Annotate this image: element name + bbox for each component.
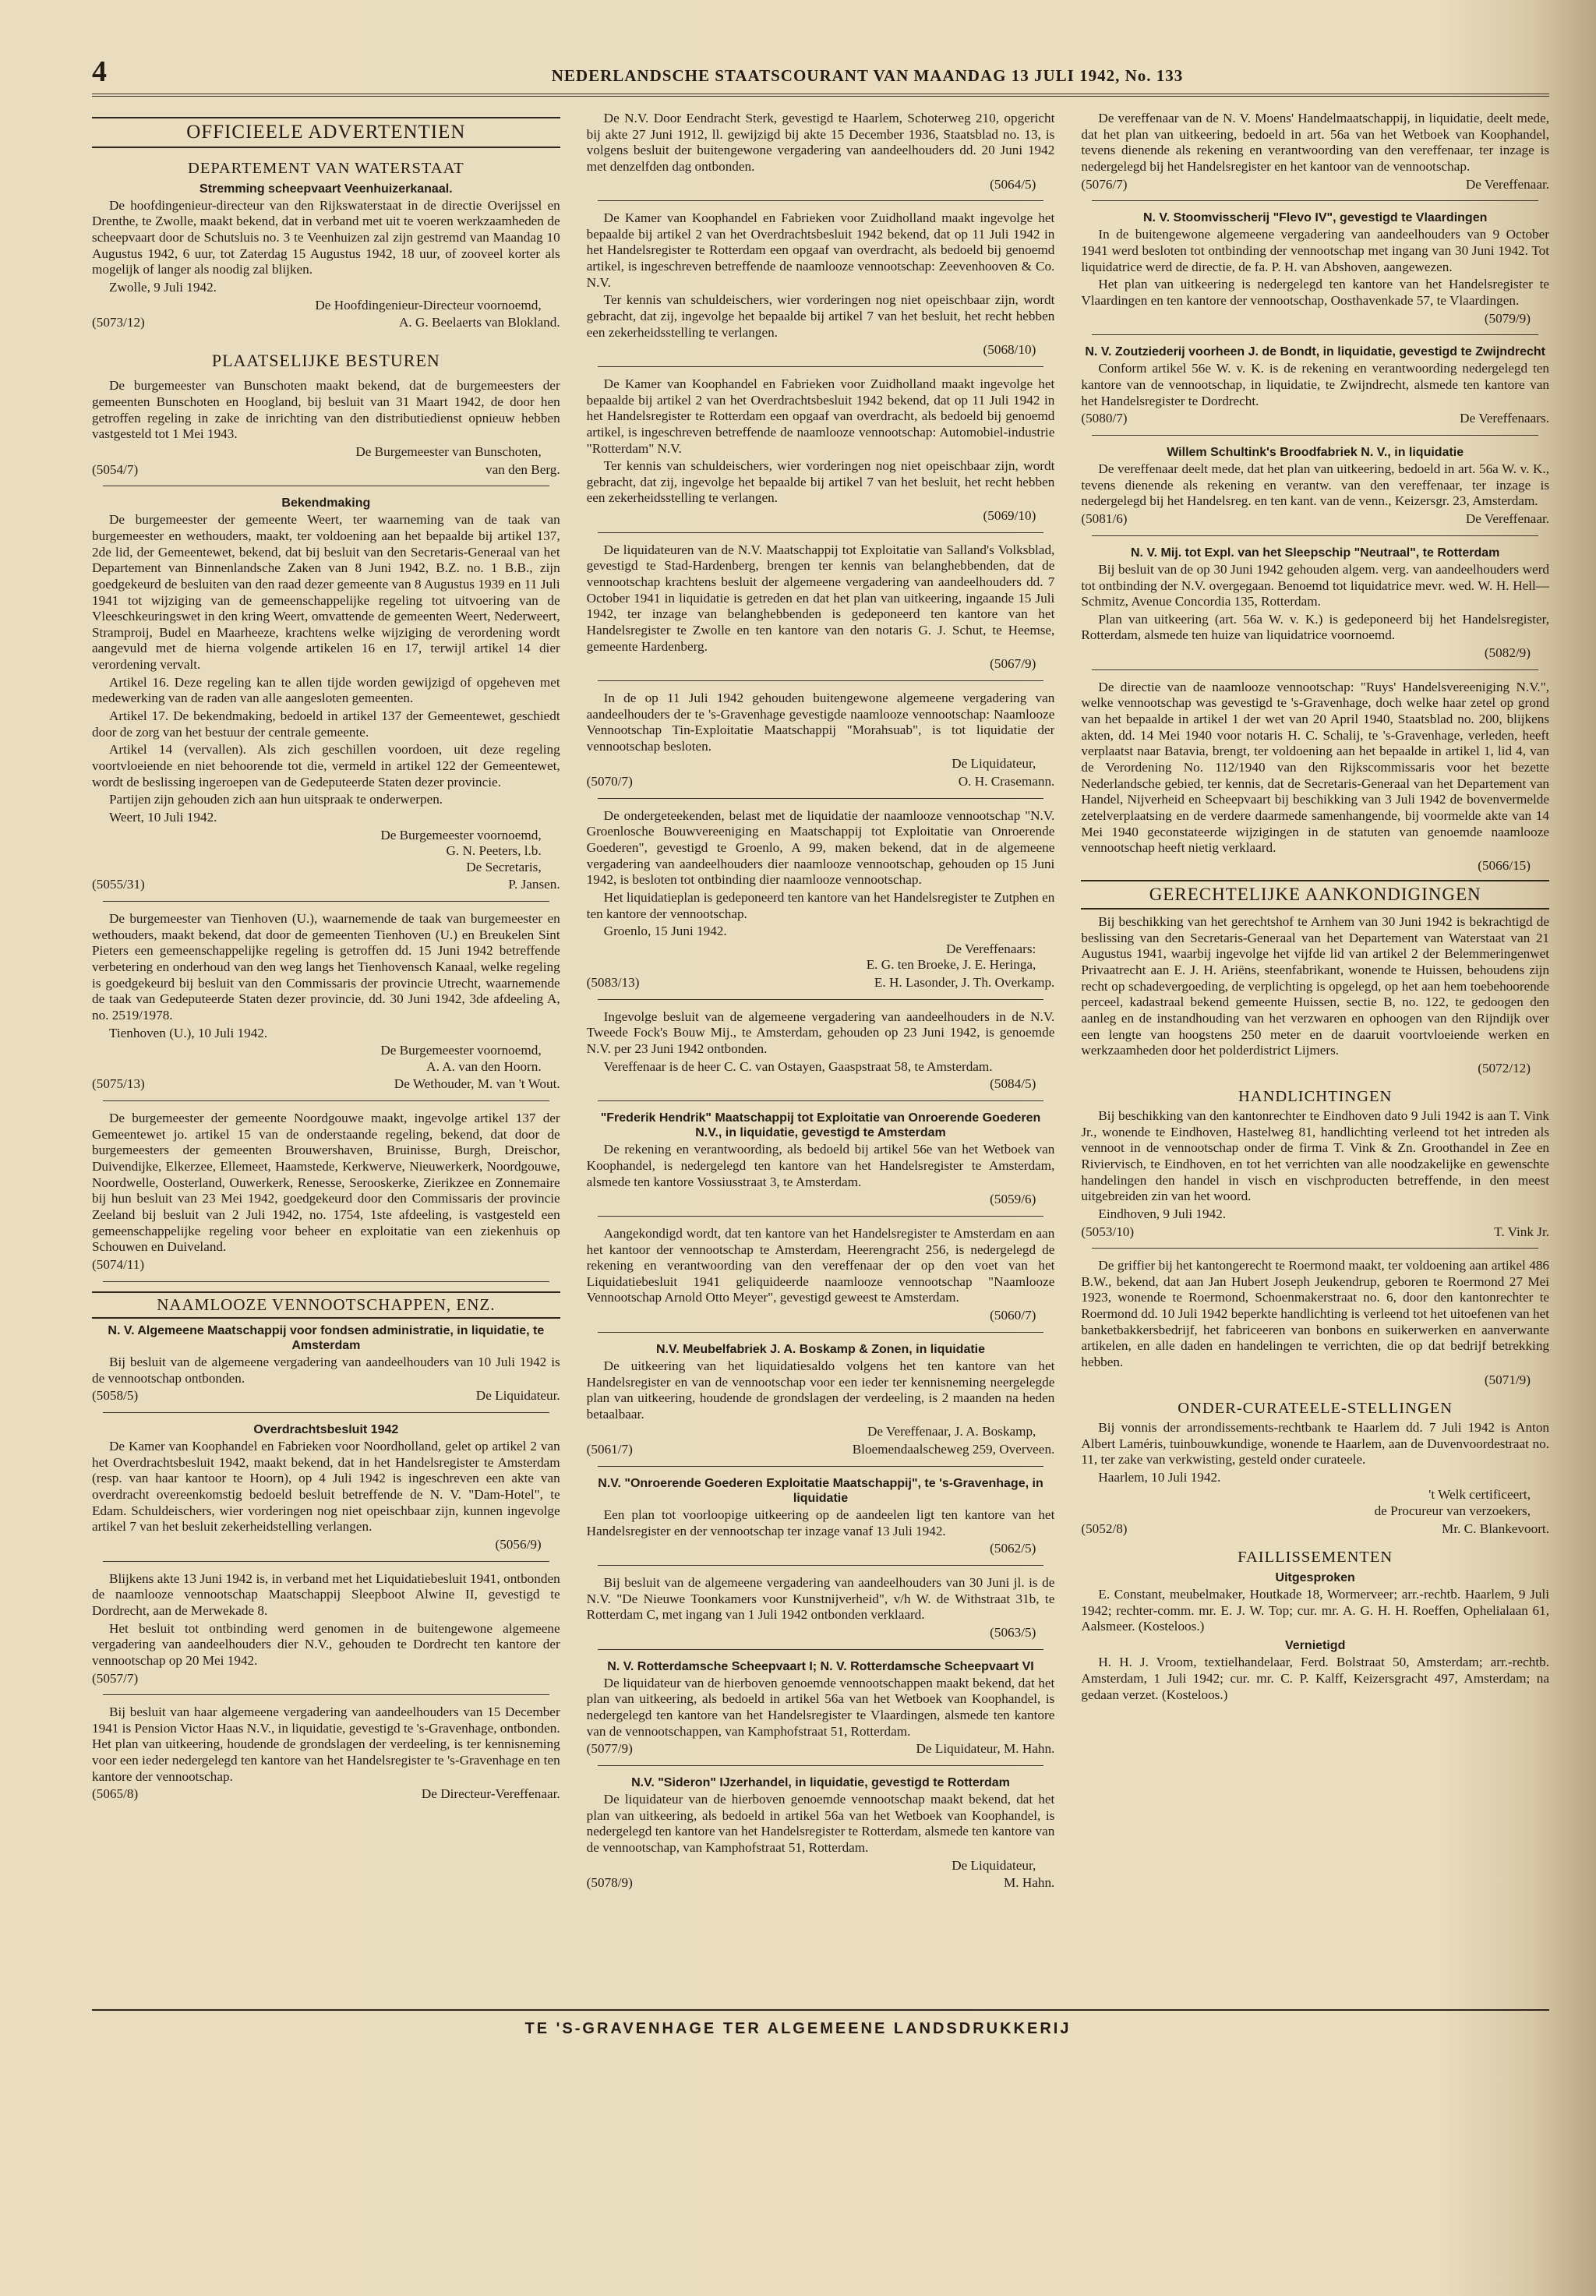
notice-body: De hoofdingenieur-directeur van den Rijkswaterstaat in de directie Overijssel en Drenthe, te Zwolle, maakt bekend, dat in verband met uit te voeren werkzaamheden de scheepvaart door de Schutsluis no. 3 te Veenhuizen zal zijn gestremd van Maandag 10 Augustus 1942, 6 uur, tot Zaterdag 15 Augustus 1942, 18 uur, of zooveel korter als mogelijk of langer als noodig zal blijken. — [92, 197, 560, 277]
notice-ref-row — [92, 462, 560, 479]
notice-ref: (5052/8) — [1081, 1521, 1128, 1536]
notice-body: H. H. J. Vroom, textielhandelaar, Ferd. Bolstraat 50, Amsterdam; arr.-rechtb. Amsterdam, 1 Juli 1942; cur. mr. C. P. Kalff, Keizersgracht 497, Amsterdam; na gedaan verzet. (Kosteloos.) — [1081, 1655, 1550, 1702]
notice-body: Vereffenaar is de heer C. C. van Ostayen, Gaaspstraat 58, te Amsterdam. — [603, 1058, 993, 1074]
divider — [598, 680, 1044, 681]
notice-body: Blijkens akte 13 Juni 1942 is, in verband met het Liquidatiebesluit 1941, ontbonden de naamlooze vennootschap Maatschappij Sleepboot Alwine II, gevestigd te Dordrecht, aan de Merwekade 8. — [92, 1570, 560, 1618]
notice-signature: De Vereffenaar. — [1465, 511, 1550, 527]
section-title-officieele: OFFICIEELE ADVERTENTIEN — [92, 117, 560, 148]
divider — [1092, 669, 1538, 670]
notice-ref: (5075/13) — [92, 1076, 145, 1092]
notice-subtitle: N. V. Algemeene Maatschappij voor fondsen administratie, in liquidatie, te Amsterdam — [108, 1323, 545, 1352]
notice-ref: (5068/10) — [983, 342, 1036, 358]
notice-body: Bij vonnis der arrondissements-rechtbank te Haarlem dd. 7 Juli 1942 is Anton Albert Laméris, tuinbouwkundige, wonende te Haarlem, aan de Duvenvoordestraat no. 11, ter zake van verkwisting, gesteld onder curateele. — [1081, 1419, 1550, 1468]
notice-body: Aangekondigd wordt, dat ten kantore van het Handelsregister te Amsterdam en aan het kantoor der vennootschap te Amsterdam, Heerengracht 256, is nedergelegd de rekening en verantwoording van den vereffenaar der op den voet van het Liquidatiebesluit 1941 geliquideerde naamlooze vennootschap "Naamlooze Vennootschap Arnold Otto Meyer", gevestigd geweest te Amsterdam. — [586, 1225, 1055, 1305]
notice-subtitle: "Frederik Hendrik" Maatschappij tot Exploitatie van Onroerende Goederen N.V., in liquidatie, gevestigd te Amsterdam — [600, 1111, 1041, 1140]
divider — [1092, 334, 1538, 335]
notice-ref-row — [587, 1875, 1055, 1892]
notice-ref-row — [92, 1388, 560, 1404]
notice-ref-row — [1081, 511, 1549, 528]
notice-ref: (5066/15) — [1478, 857, 1531, 873]
notice-ref: (5084/5) — [990, 1076, 1036, 1092]
section-title-handlichtingen: HANDLICHTINGEN — [1238, 1088, 1393, 1106]
notice-ref: (5057/7) — [92, 1670, 139, 1686]
notice-body: Het plan van uitkeering is nedergelegd ten kantore van het Handelsregister te Vlaardingen en ten kantore der vennootschap, Oosthavenkade 57, te Vlaardingen. — [1081, 277, 1550, 308]
notice-ref: (5062/5) — [990, 1541, 1036, 1556]
divider — [103, 1281, 549, 1282]
notice-ref: (5076/7) — [1081, 176, 1128, 192]
notice-ref-row — [587, 1442, 1055, 1458]
notice-body: Conform artikel 56e W. v. K. is de rekening en verantwoording nedergelegd ten kantore van de vennootschap, in liquidatie, te Zwijndrecht, alsmede ten kantore van het Handelsregister te Dordrecht. — [1081, 361, 1550, 408]
notice-body: De N.V. Door Eendracht Sterk, gevestigd te Haarlem, Schoterweg 210, opgericht bij akte 27 Juni 1912, ll. gewijzigd bij akte 15 December 1936, Staatsblad no. 13, is volgens besluit der buitengewone vergadering van aandeelhouders dd. 20 Juni 1942 met denzelfden dag ontbonden. — [586, 111, 1055, 174]
notice-subtitle: N.V. "Onroerende Goederen Exploitatie Maatschappij", te 's-Gravenhage, in liquidatie — [598, 1476, 1043, 1505]
notice-body: De liquidateur van de hierboven genoemde vennootschap maakt bekend, dat het plan van uitkeering, als bedoeld in artikel 56a van het Wetboek van Koophandel, is nedergelegd ten kantore van het Handelsregister te Rotterdam, alsmede ten kantore van de vennootschap, van Kamphofstraat 51, Rotterdam. — [586, 1792, 1055, 1856]
notice-signature: De Liquidateur, M. Hahn. — [916, 1741, 1055, 1757]
printer-imprint: TE 'S-GRAVENHAGE TER ALGEMEENE LANDSDRUKKERIJ — [524, 2020, 1072, 2037]
notice-body: Artikel 17. De bekendmaking, bedoeld in artikel 137 der Gemeentewet, geschiedt door de zorg van het bestuur der centrale gemeente. — [92, 708, 560, 740]
column-2 — [587, 111, 1055, 2067]
notice-signature: De Directeur-Vereffenaar. — [421, 1786, 560, 1802]
notice-body: De liquidateuren van de N.V. Maatschappij tot Exploitatie van Salland's Volksblad, gevestigd te Stad-Hardenberg, brengen ter kennis van belanghebbenden, dat de vennootschap krachtens besluit der algemeene vergadering van aandeelhouders dd. 7 October 1941 in liquidatie is getreden en dat het plan van uitkeering, ingaande 15 Juli 1942, ter inzage van belanghebbenden is gedeponeerd ten kantore van het Handelsregister te Zwolle en ten kantore van den notaris G. J. Schut, te Heemse, gemeente Hardenberg. — [586, 542, 1055, 654]
divider — [1092, 1248, 1538, 1249]
divider — [598, 1332, 1044, 1333]
notice-body: Ingevolge besluit van de algemeene vergadering van aandeelhouders in de N.V. Tweede Fock's Bouw Mij., te Amsterdam, gehouden op 23 Juni 1942, is genoemde N.V. per 23 Juni 1942 ontbonden. — [586, 1008, 1055, 1057]
notice-body: Bij beschikking van het gerechtshof te Arnhem van 30 Juni 1942 is bekrachtigd de beslissing van den Secretaris-Generaal van het Departement van Waterstaat van 21 Augustus 1941, waarbij ingevolge het vijfde lid van artikel 2 der Belemmeringenwet Privaatrecht aan E. J. H. Ariëns, steenfabrikant, wonende te Huissen, behoudens zijn recht op schadevergoeding, de verplichting is opgelegd, op het aan hem toebehoorende perceel, kadastraal bekend gemeente Huissen, sectie B, no. 122, te gedoogen den aanleg en de instandhouding van het verzwaren en ophoogen van den Rijndijk over een lengte van hoogstens 250 meter en de daaruit voortvloeiende werken en werkzaamheden door het polderdistrict Lijmers. — [1081, 914, 1550, 1058]
divider — [1092, 435, 1538, 436]
notice-signature: De Vereffenaars. — [1460, 411, 1550, 426]
notice-ref: (5061/7) — [586, 1442, 633, 1457]
notice-ref: (5055/31) — [92, 877, 145, 892]
notice-ref-row — [1081, 177, 1549, 193]
notice-ref: (5067/9) — [990, 656, 1036, 672]
notice-signature: 't Welk certificeert, — [1428, 1487, 1531, 1503]
notice-ref: (5064/5) — [990, 176, 1036, 192]
notice-subtitle: Uitgesproken — [1275, 1570, 1355, 1584]
notice-body: De liquidateur van de hierboven genoemde vennootschappen maakt bekend, dat het plan van uitkeering, als bedoeld in artikel 56a van het Wetboek van Koophandel, is nedergelegd ten kantore van het Handelsregister te Vlaardingen, alsmede ten kantore van de vennootschappen, van Kamphofstraat 51, Rotterdam. — [586, 1675, 1055, 1739]
divider — [598, 798, 1044, 799]
column-1 — [92, 111, 560, 2067]
divider — [1092, 200, 1538, 201]
notice-ref-row — [587, 975, 1055, 991]
notice-signature: De Vereffenaars: — [946, 941, 1036, 956]
notice-signature: De Hoofdingenieur-Directeur voornoemd, — [315, 297, 542, 313]
masthead: NEDERLANDSCHE STAATSCOURANT VAN MAANDAG 13 JULI 1942, No. 133 — [551, 66, 1184, 85]
notice-body: Artikel 14 (vervallen). Als zich geschillen voordoen, uit deze regeling voortvloeiende en niet behoorende tot die, vermeld in artikel 122 der Gemeentewet, wordt de beslissing ingeroepen van de Gedeputeerde Staten dezer provincie. — [92, 742, 560, 789]
notice-signature: De Burgemeester van Bunschoten, — [355, 443, 542, 459]
notice-place-date: Tienhoven (U.), 10 Juli 1942. — [109, 1025, 268, 1040]
notice-subtitle: N. V. Zoutziederij voorheen J. de Bondt, in liquidatie, gevestigd te Zwijndrecht — [1085, 345, 1545, 359]
notice-signature: A. A. van den Hoorn. — [426, 1058, 542, 1074]
notice-ref: (5080/7) — [1081, 411, 1128, 426]
divider — [598, 1466, 1044, 1467]
notice-body: E. Constant, meubelmaker, Houtkade 18, Wormerveer; arr.-rechtb. Haarlem, 9 Juli 1942; rechter-comm. mr. E. J. W. Top; cur. mr. A. G. H. H. Roeffen, Ophelialaan 61, Aalsmeer. (Kosteloos.) — [1081, 1587, 1550, 1634]
notice-body: De burgemeester der gemeente Weert, ter waarneming van de taak van burgemeester en wethouders, maakt, ter voldoening aan het bepaalde bij artikel 137, 2de lid, der Gemeentewet, bekend, dat bij besluit van den Secretaris-Generaal van het Departement van Binnenlandsche Zaken van 8 Juni 1942, B.Z. no. 1 B.B., zijn goedgekeurd de besluiten van den raad dezer gemeente van 8 Augustus 1939 en 11 Juli 1941 tot wijziging van de gemeenschappelijke regeling tot uitvoering van de Vleeschkeuringswet in den kring Weert, omvattende de gemeenten Weert, Nederweert, Stramproij, Budel en Maarheeze, krachtens welke wijziging de verordening wordt aangevuld met de hierna volgende artikelen 16 en 17, terwijl artikel 14 dier verordening vervalt. — [92, 512, 560, 673]
notice-ref: (5059/6) — [990, 1192, 1036, 1207]
notice-subtitle: Vernietigd — [1285, 1639, 1346, 1653]
notice-body: Bij besluit van de algemeene vergadering van aandeelhouders van 10 Juli 1942 is de vennootschap ontbonden. — [92, 1355, 560, 1386]
notice-signature: T. Vink Jr. — [1494, 1224, 1550, 1239]
divider — [598, 1565, 1044, 1566]
notice-signature: P. Jansen. — [508, 877, 560, 892]
notice-signature: G. N. Peeters, l.b. — [446, 843, 542, 859]
divider — [103, 901, 549, 902]
notice-signature: Mr. C. Blankevoort. — [1442, 1521, 1550, 1536]
notice-subtitle: Willem Schultink's Broodfabriek N. V., in liquidatie — [1167, 445, 1464, 459]
notice-body: De burgemeester van Tienhoven (U.), waarnemende de taak van burgemeester en wethouders, maakt bekend, dat door de gemeenten Tienhoven (U.) en Breukelen Sint Pieters een gemeenschappelijke regeling is getroffen dd. 15 Juni 1942 betreffende verbetering en onderhoud van den weg langs het Tienhovensch Kanaal, welke regeling is goedgekeurd bij besluit van den Commissaris der provincie Utrecht, waarnemende de taak van Gedeputeerde Staten dezer provincie, dd. 30 Juni 1942, 3de afdeeling A, no. 2519/1978. — [92, 911, 560, 1023]
notice-body: Bij besluit van haar algemeene vergadering van aandeelhouders van 15 December 1941 is Pension Victor Haas N.V., in liquidatie, gevestigd te 's-Gravenhage, ontbonden. Het plan van uitkeering, houdende de grondslagen der verdeeling, is ter kennisneming voor een ieder nedergelegd ten kantore van het Handelsregister te 's-Gravenhage en ten kantore der vennootschap. — [92, 1704, 560, 1784]
section-title-vennootschappen: NAAMLOOZE VENNOOTSCHAPPEN, ENZ. — [92, 1291, 560, 1319]
notice-signature: De Burgemeester voornoemd, — [380, 827, 542, 842]
notice-body: De ondergeteekenden, belast met de liquidatie der naamlooze vennootschap "N.V. Groenlosche Bouwvereeniging en Maatschappij tot Exploitatie van Onroerende Goederen", gevestigd te Groenlo, A 99, maken bekend, dat in de algemeene vergadering van aandeelhouders dier naamlooze vennootschap, gehouden op 15 Juni 1942, is besloten tot ontbinding dier naamlooze vennootschap. — [586, 807, 1055, 888]
notice-ref-row — [92, 1076, 560, 1093]
column-3 — [1081, 111, 1549, 2067]
notice-place-date: Weert, 10 Juli 1942. — [109, 809, 217, 825]
divider — [598, 1765, 1044, 1766]
notice-ref-row — [1081, 1224, 1549, 1241]
notice-ref-row — [587, 774, 1055, 790]
notice-ref-row — [92, 1786, 560, 1803]
notice-signature: De Wethouder, M. van 't Wout. — [394, 1076, 560, 1092]
notice-body: Ter kennis van schuldeischers, wier vorderingen nog niet opeischbaar zijn, wordt gebracht, dat zij, ingevolge het bepaalde bij artikel 7 van het besluit, het recht hebben een zekerheidsstelling te verlangen. — [586, 292, 1055, 340]
notice-ref: (5081/6) — [1081, 511, 1128, 527]
notice-ref: (5063/5) — [990, 1624, 1036, 1640]
notice-signature: De Secretaris, — [466, 859, 542, 874]
notice-ref: (5077/9) — [586, 1741, 633, 1757]
notice-body: De vereffenaar van de N. V. Moens' Handelmaatschappij, in liquidatie, deelt mede, dat het plan van uitkeering, bedoeld in art. 56a van het Wetboek van Koophandel, tevens dienende als rekening en verantwoording van den vereffenaar, ter inzage is nedergelegd bij het Handelsregister en het kantoor van de vennootschap. — [1081, 111, 1550, 174]
notice-signature: De Burgemeester voornoemd, — [380, 1043, 542, 1058]
section-title-waterstaat: DEPARTEMENT VAN WATERSTAAT — [188, 160, 464, 177]
notice-body: Bij besluit van de algemeene vergadering van aandeelhouders van 30 Juni jl. is de N.V. "De Nieuwe Toonkamers voor Kunstnijverheid", v/h W. de Withstraat 31b, te Rotterdam C, met ingang van 1 Juli 1942 ontbonden verklaard. — [586, 1575, 1055, 1623]
notice-body: De burgemeester van Bunschoten maakt bekend, dat de burgemeesters der gemeenten Bunschoten en Hoogland, bij besluit van 31 Maart 1942, de door hen getroffen regeling in zake de inrichting van den distributiedienst opnieuw hebben vastgesteld tot 1 Mei 1943. — [92, 378, 560, 442]
notice-signature: De Vereffenaar. — [1465, 176, 1550, 192]
notice-place-date: Eindhoven, 9 Juli 1942. — [1098, 1206, 1227, 1221]
notice-ref-row — [1081, 411, 1549, 427]
section-title-faillissementen: FAILLISSEMENTEN — [1238, 1549, 1393, 1567]
notice-signature: van den Berg. — [486, 461, 560, 477]
page-header — [92, 55, 1549, 97]
notice-ref: (5072/12) — [1478, 1060, 1531, 1076]
notice-body: De griffier bij het kantongerecht te Roermond maakt, ter voldoening aan artikel 486 B.W., bekend, dat aan Jan Hubert Joseph Jeukendrup, geboren te Roermond 27 Mei 1923, wonende te Roermond, Schoenmakerstraat no. 6, door den kantonrechter te Roermond dd. 10 Juli 1942 beperkte handlichting is verleend tot het uitoefenen van het banketbakkersbedrijf, het fabriceeren van bonbons en suikerwerken en aanverwante artikelen, en alle daden en handelingen te verrichten, die op dat bedrijf betrekking hebben. — [1081, 1258, 1550, 1370]
notice-ref-row — [587, 1741, 1055, 1757]
divider — [598, 1100, 1044, 1101]
notice-signature: De Liquidateur, — [952, 1857, 1036, 1873]
notice-ref-row — [92, 877, 560, 893]
divider — [598, 999, 1044, 1000]
notice-body: De Kamer van Koophandel en Fabrieken voor Zuidholland maakt ingevolge het bepaalde bij artikel 2 van het Overdrachtsbesluit 1942 bekend, dat op 11 Juli 1942 in het Handelsregister te Rotterdam een opgaaf van overdracht, als bedoeld bij genoemd artikel, is ingeschreven betreffende de naamlooze vennootschap: Zeevenhooven & Co. N.V. — [586, 210, 1055, 290]
notice-signature: De Liquidateur, — [952, 756, 1036, 772]
notice-ref: (5058/5) — [92, 1388, 139, 1404]
notice-subtitle: Stremming scheepvaart Veenhuizerkanaal. — [200, 182, 453, 196]
divider — [598, 200, 1044, 201]
notice-ref: (5060/7) — [990, 1308, 1036, 1323]
footer-divider — [92, 2009, 1549, 2011]
notice-body: Ter kennis van schuldeischers, wier vorderingen nog niet opeischbaar zijn, wordt gebracht, dat zij, ingevolge het bepaalde bij artikel 7 van het besluit, het recht hebben een zekerheidsstelling te verlangen. — [586, 458, 1055, 506]
notice-signature: O. H. Crasemann. — [958, 774, 1055, 789]
notice-ref: (5053/10) — [1081, 1224, 1135, 1239]
notice-subtitle: Bekendmaking — [281, 496, 371, 510]
notice-body: De uitkeering van het liquidatiesaldo volgens het ten kantore van het Handelsregister en van de vennootschap voor een ieder ter kennisneming neergelegde plan van uitkeering, houdende de grondslagen der verdeeling, is 2 maanden na heden betaalbaar. — [586, 1358, 1055, 1422]
notice-place-date: Groenlo, 15 Juni 1942. — [603, 924, 727, 939]
notice-subtitle: N.V. Meubelfabriek J. A. Boskamp & Zonen, in liquidatie — [656, 1342, 986, 1356]
notice-signature: De Liquidateur. — [475, 1388, 560, 1404]
notice-body: Bij besluit van de op 30 Juni 1942 gehouden algem. verg. van aandeelhouders werd tot ontbinding der N.V. overgegaan. Benoemd tot liquidatrice mevr. wed. W. H. Hell—Schmitz, Avenue Concordia 135, Rotterdam. — [1081, 561, 1550, 609]
divider — [103, 1694, 549, 1695]
notice-body: De Kamer van Koophandel en Fabrieken voor Zuidholland maakt ingevolge het bepaalde bij artikel 2 van het Overdrachtsbesluit 1942 bekend, dat op 11 Juli 1942 in het Handelsregister te Rotterdam een opgaaf van overdracht, als bedoeld bij genoemd artikel, is ingeschreven betreffende de naamlooze vennootschap: Automobiel-industrie "Rotterdam" N.V. — [586, 376, 1055, 456]
divider — [103, 1412, 549, 1413]
notice-signature: De Vereffenaar, J. A. Boskamp, — [867, 1424, 1036, 1439]
notice-body: De rekening en verantwoording, als bedoeld bij artikel 56e van het Wetboek van Koophandel, is nedergelegd ten kantore van het Handelsregister te Amsterdam, alsmede ten kantore Vossiusstraat 3, te Amsterdam. — [586, 1142, 1055, 1189]
notice-signature: de Procureur van verzoekers, — [1374, 1503, 1531, 1519]
notice-body: Artikel 16. Deze regeling kan te allen tijde worden gewijzigd of opgeheven met medewerking van de raden van alle aangesloten gemeenten. — [92, 674, 560, 706]
notice-ref: (5069/10) — [983, 508, 1036, 524]
notice-ref: (5073/12) — [92, 315, 145, 330]
notice-subtitle: N. V. Rotterdamsche Scheepvaart I; N. V. Rotterdamsche Scheepvaart VI — [607, 1659, 1034, 1673]
notice-place-date: Zwolle, 9 Juli 1942. — [109, 279, 217, 295]
divider — [103, 1561, 549, 1562]
notice-body: De burgemeester der gemeente Noordgouwe maakt, ingevolge artikel 137 der Gemeentewet jo. artikel 15 van de onderstaande regeling, bekend, dat door de burgemeesters der gemeenten Brouwershaven, Bruinisse, Burgh, Dreischor, Duivendijke, Elkerzee, Ellemeet, Haamstede, Kerkwerve, Nieuwerkerk, Noordgouwe, Noordwelle, Oosterland, Ouwerkerk, Renesse, Serooskerke, Zierikzee en Zonnemaire bij hun besluit van 23 Mei 1942, goedgekeurd door den Commissaris der provincie Zeeland bij besluit van 2 Juli 1942, no. 1754, 1ste afdeeling, is vastgesteld een gemeenschappelijke regeling voor beheer en exploitatie van een ziekenhuis op Schouwen en Duiveland. — [92, 1111, 560, 1255]
divider — [598, 1649, 1044, 1650]
section-title-curateele: ONDER-CURATEELE-STELLINGEN — [1178, 1400, 1453, 1418]
divider — [598, 532, 1044, 533]
divider — [598, 1216, 1044, 1217]
section-title-gerechtelijke: GERECHTELIJKE AANKONDIGINGEN — [1081, 880, 1549, 910]
notice-ref: (5082/9) — [1484, 645, 1531, 661]
notice-body: Bij beschikking van den kantonrechter te Eindhoven dato 9 Juli 1942 is aan T. Vink Jr., wonende te Eindhoven, Hastelweg 81, handlichting verleend tot het intreden als vennoot in de vennootschap onder de firma T. Vink & Zn. Groothandel in Zee en Riviervisch, te Eindhoven, en tot het verrichten van alle noodzakelijke en gewenschte handelingen den handel in visch en vischproducten betreffende, in den meest uitgebreiden zin van het woord. — [1081, 1108, 1550, 1204]
notice-ref: (5070/7) — [586, 774, 633, 789]
notice-body: Partijen zijn gehouden zich aan hun uitspraak te onderwerpen. — [109, 792, 443, 807]
notice-subtitle: N. V. Mij. tot Expl. van het Sleepschip "Neutraal", te Rotterdam — [1131, 546, 1500, 560]
notice-subtitle: N. V. Stoomvisscherij "Flevo IV", gevestigd te Vlaardingen — [1142, 211, 1488, 225]
notice-ref: (5065/8) — [92, 1786, 139, 1802]
notice-body: Het liquidatieplan is gedeponeerd ten kantore van het Handelsregister te Zutphen en ten kantore der vennootschap. — [586, 889, 1055, 921]
notice-ref: (5054/7) — [92, 461, 139, 477]
notice-body: Een plan tot voorloopige uitkeering op de aandeelen ligt ten kantore van het Handelsregister en der vennootschap ter inzage vanaf 13 Juli 1942. — [586, 1507, 1055, 1538]
divider — [1092, 535, 1538, 536]
notice-body: Plan van uitkeering (art. 56a W. v. K.) is gedeponeerd bij het Handelsregister, Rotterdam, alsmede ten huize van liquidatrice voornoemd. — [1081, 611, 1550, 643]
divider — [598, 366, 1044, 367]
notice-ref: (5074/11) — [92, 1256, 145, 1272]
notice-body: Het besluit tot ontbinding werd genomen in de buitengewone algemeene vergadering van aandeelhouders dier N.V., gehouden te Dordrecht ten kantore der vennootschap op 20 Mei 1942. — [92, 1620, 560, 1668]
notice-body: De vereffenaar deelt mede, dat het plan van uitkeering, bedoeld in art. 56a W. v. K., tevens dienende als rekening en verantw. van den vereffenaar, ter inzage is nedergelegd bij het Handelsreg. en ten kant. van de venn., Keizersgr. 23, Amsterdam. — [1081, 461, 1550, 509]
notice-subtitle: N.V. "Sideron" IJzerhandel, in liquidatie, gevestigd te Rotterdam — [631, 1776, 1010, 1790]
page-number: 4 — [92, 55, 107, 88]
notice-body: In de op 11 Juli 1942 gehouden buitengewone algemeene vergadering van aandeelhouders der te 's-Gravenhage gevestigde naamlooze vennootschap: Naamlooze Vennootschap Tin-Exploitatie Maatschappij "Morahsuab", is tot liquidatie der vennootschap besloten. — [586, 690, 1055, 754]
section-title-besturen: PLAATSELIJKE BESTUREN — [211, 350, 440, 370]
notice-subtitle: Overdrachtsbesluit 1942 — [253, 1423, 399, 1436]
notice-ref: (5083/13) — [586, 975, 640, 991]
notice-signature: E. G. ten Broeke, J. E. Heringa, — [866, 957, 1036, 973]
notice-body: De directie van de naamlooze vennootschap: "Ruys' Handelsvereeniging N.V.", welke vennootschap was gevestigd te 's-Gravenhage, doch welke haar zetel op grond van het bepaalde in artikel 1 der wet van 20 April 1940, Staatsblad no. 200, blijkens akten, dd. 14 Mei 1940 voor notaris H. C. Schalij, te 's-Gravenhage, verleden, heeft verplaatst naar Batavia, brengt, ter voldoening aan het bepaalde in artikel 1, lid 4, van de Verordening No. 112/1940 van den Rijkscommissaris voor het bezette Nederlandsche gebied, ter kennis, dat de Secretaris-Generaal van het Departement van Handel, Nijverheid en Scheepvaart bij beschikking van 3 Juli 1942 de bovenvermelde zetelverplaatsing en de verdere daarmede samenhangende, bij voormelde akte van 14 Mei 1940 geconstateerde wijzigingen in de statuten van genoemde naamlooze vennootschap heeft nietig verklaard. — [1081, 679, 1550, 856]
notice-signature: M. Hahn. — [1003, 1875, 1055, 1891]
notice-ref: (5071/9) — [1484, 1372, 1531, 1387]
notice-body: De Kamer van Koophandel en Fabrieken voor Noordholland, gelet op artikel 2 van het Overdrachtsbesluit 1942, maakt bekend, dat in het Handelsregister te Amsterdam (resp. van haar kantoor te Hoorn), op 4 Juli 1942 is ingeschreven een akte van overdracht overeenkomstig bedoeld besluit betreffende de N. V. "Dam-Hotel", te Edam. Schuldeischers, wier vorderingen nog niet opeischbaar zijn, kunnen ingevolge artikel 7 van het besluit zekerheidstelling verlangen. — [92, 1439, 560, 1535]
divider — [103, 1100, 549, 1101]
notice-signature: Bloemendaalscheweg 259, Overveen. — [852, 1442, 1055, 1457]
notice-ref: (5079/9) — [1484, 310, 1531, 326]
notice-place-date: Haarlem, 10 Juli 1942. — [1098, 1469, 1221, 1485]
notice-body: In de buitengewone algemeene vergadering van aandeelhouders van 9 October 1941 werd besloten tot ontbinding der vennootschap met ingang van 30 Juni 1942. Tot liquidatrice werd de directie, de fa. P. H. van Abshoven, aangewezen. — [1081, 227, 1550, 274]
columns — [92, 111, 1549, 2067]
notice-ref-row — [1081, 1521, 1549, 1538]
notice-ref-row — [92, 315, 560, 331]
notice-ref: (5056/9) — [495, 1537, 542, 1552]
notice-ref: (5078/9) — [586, 1875, 633, 1891]
notice-signature: E. H. Lasonder, J. Th. Overkamp. — [874, 975, 1055, 991]
notice-signature: A. G. Beelaerts van Blokland. — [398, 315, 560, 330]
